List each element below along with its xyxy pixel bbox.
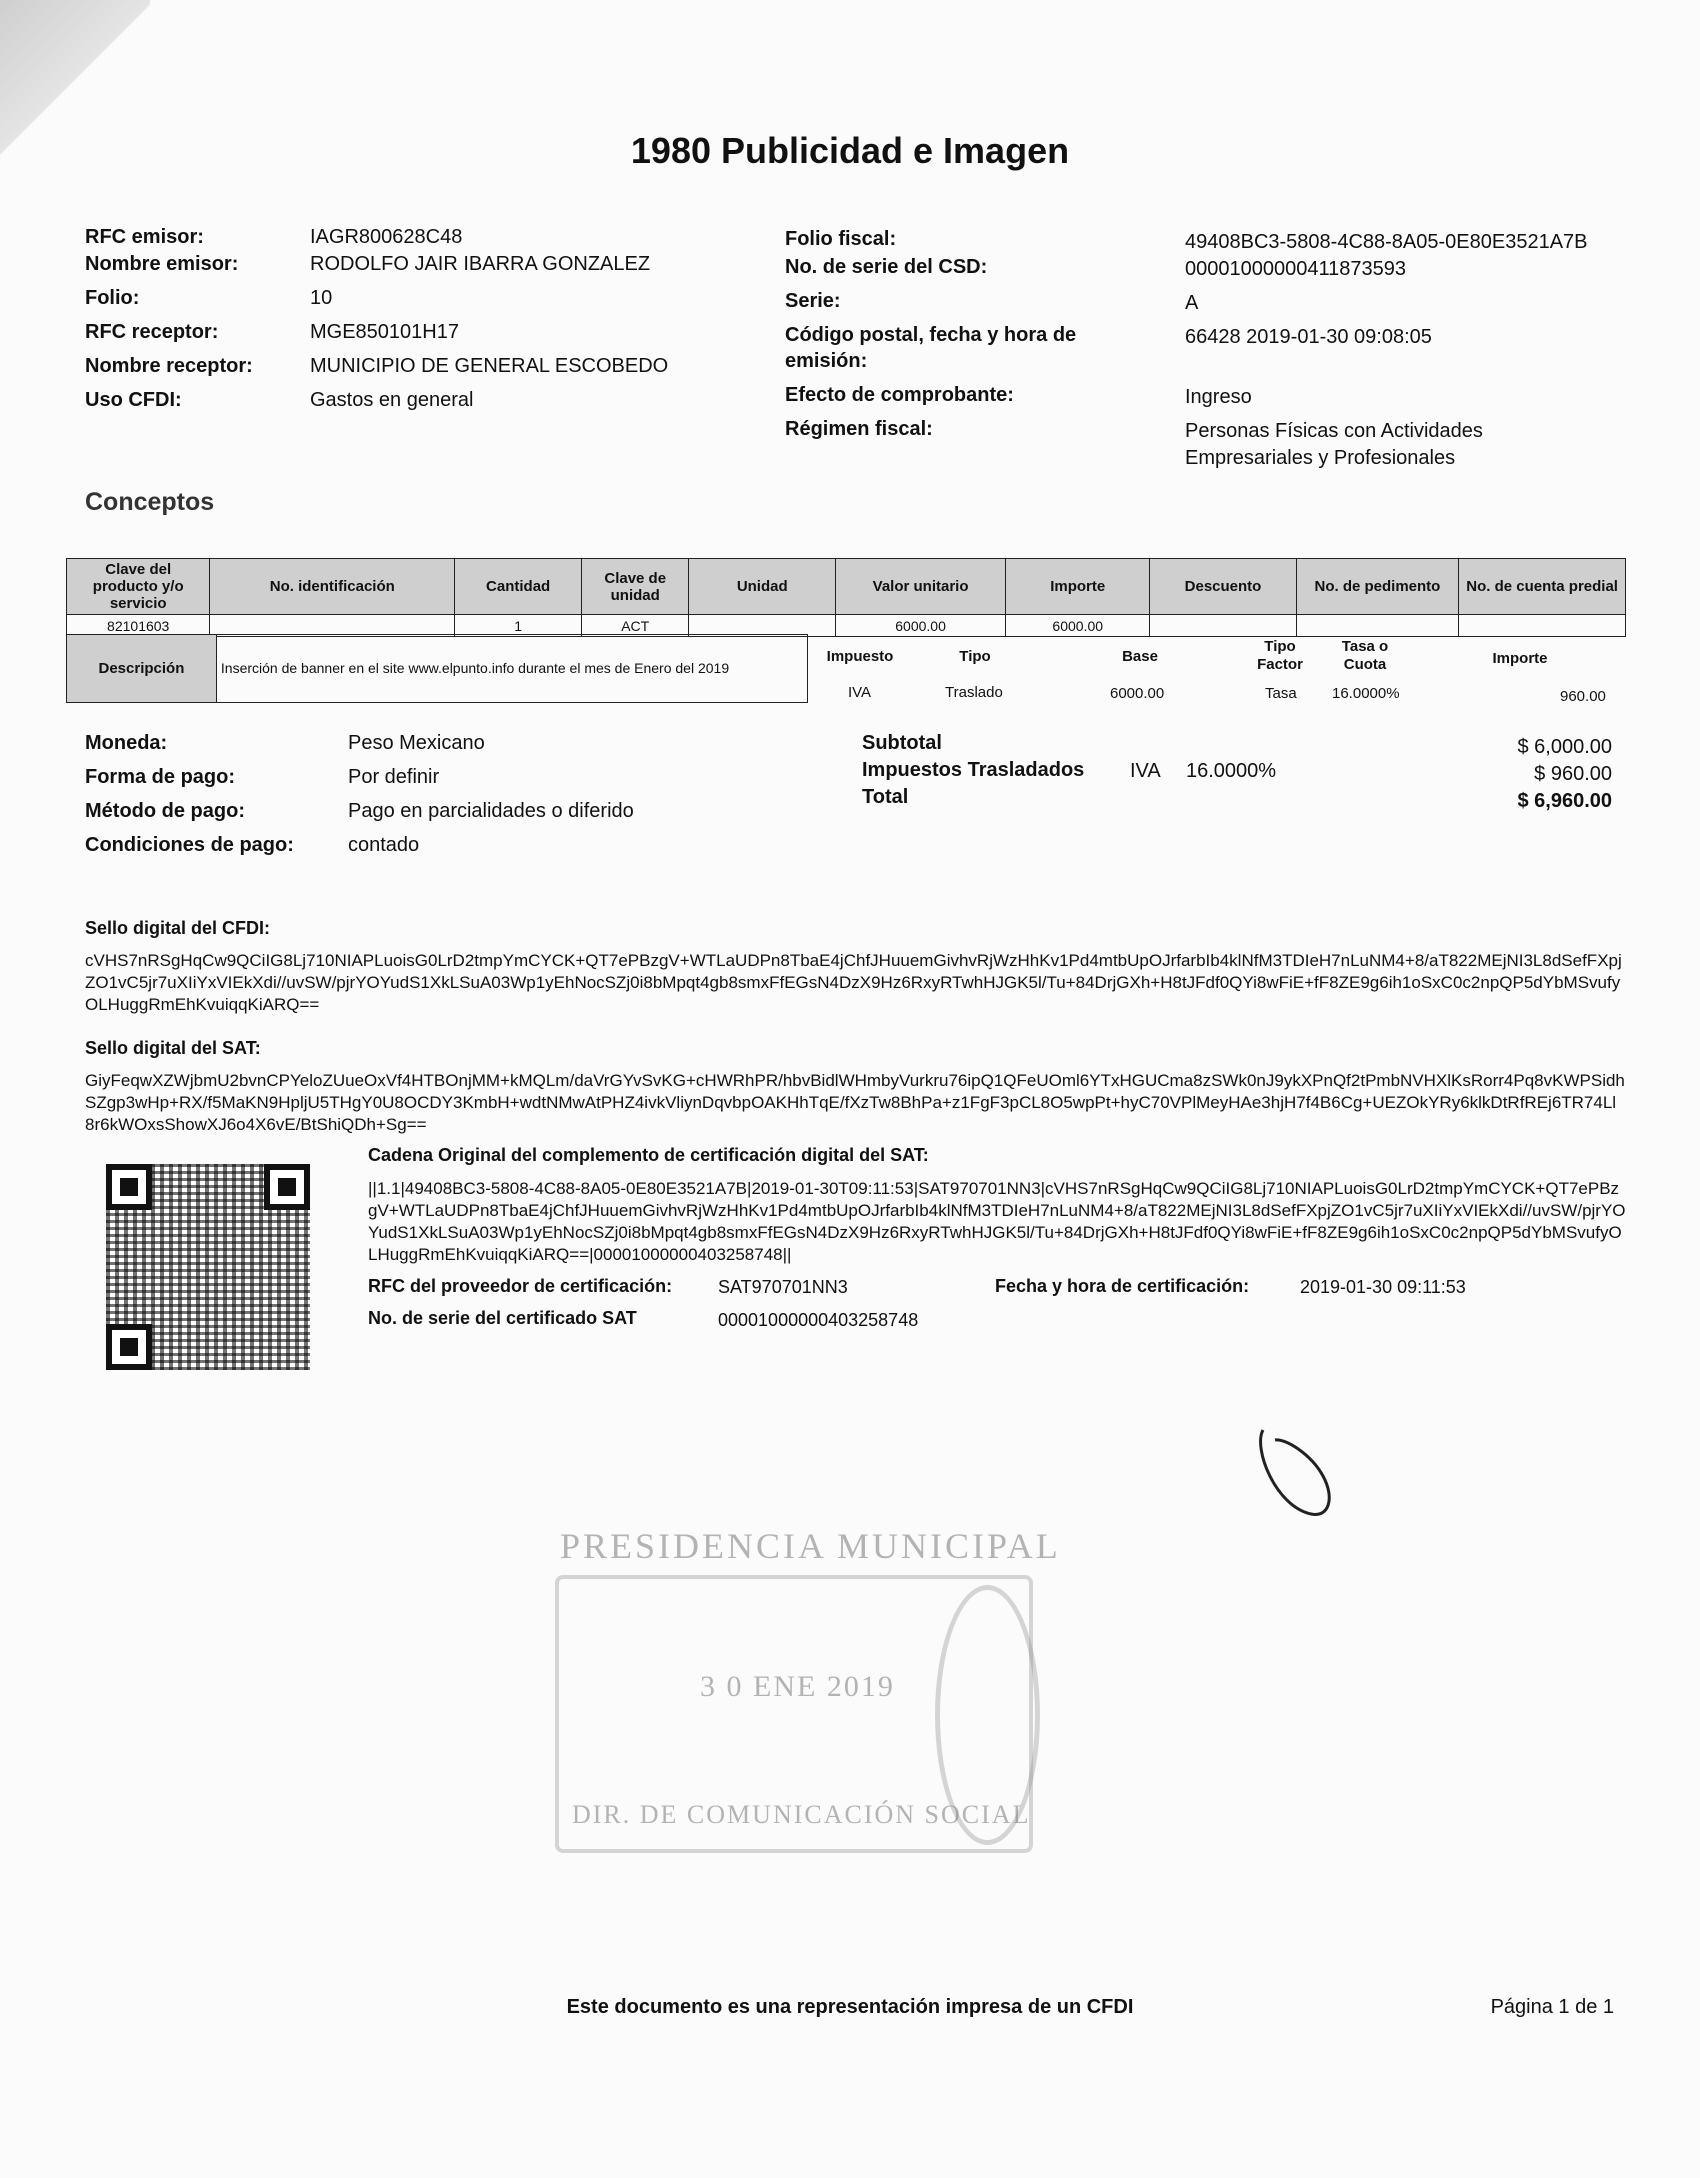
table-header-row	[67, 559, 1626, 615]
serie-csd-label: No. de serie del CSD:	[785, 256, 988, 278]
fecha-certificacion-value: 2019-01-30 09:11:53	[1300, 1277, 1466, 1297]
rfc-proveedor-value: SAT970701NN3	[718, 1277, 848, 1297]
qr-finder-top-left	[106, 1164, 152, 1210]
sello-cfdi-label: Sello digital del CFDI:	[85, 918, 271, 938]
header-cantidad: Cantidad	[455, 559, 582, 615]
subtotal-label: Subtotal	[862, 732, 942, 754]
forma-pago-label: Forma de pago:	[85, 766, 236, 788]
descripcion-table	[66, 634, 808, 703]
sello-cfdi-value: cVHS7nRSgHqCw9QCiIG8Lj710NIAPLuoisG0LrD2tmpYmCYCK+QT7ePBzgV+WTLaUDPn8TbaE4jChfJHuuemGivhvRjWzHhKv1Pd4mtbUpOJrfarbIb4klNfM3TDIeH7nLuNM4+8/aT822MEjNI3L8dSefFXpjZO1vC5jr7uXIiYxVIEkXdi//uvSW/pjrYOYudS1XkLSuA03Wp1yEhNocSZj0i8bMpqt4gb8smxFfEGsN4DzX9Hz6RxyRTwhHJGK5l/Tu+84DrjGXh+H8tJFdf0QYi8wFiE+fF8ZE9g6ih1oSxC0c2npQP5dYbMSvufyOLHuggRmEhKvuiqqKiARQ==	[85, 951, 1622, 1014]
uso-cfdi-value: Gastos en general	[310, 389, 474, 411]
rfc-receptor-value: MGE850101H17	[310, 321, 459, 343]
descripcion-label: Descripción	[67, 635, 217, 703]
header-importe: Importe	[1006, 559, 1150, 615]
uso-cfdi-label: Uso CFDI:	[85, 389, 182, 411]
cp-label-line1: Código postal, fecha y hora de	[785, 324, 1077, 346]
conceptos-heading: Conceptos	[85, 488, 215, 516]
nombre-receptor-label: Nombre receptor:	[85, 355, 253, 377]
rfc-receptor-label: RFC receptor:	[85, 321, 219, 343]
cell-descuento	[1150, 615, 1296, 637]
rfc-proveedor-label: RFC del proveedor de certificación:	[368, 1276, 673, 1296]
cadena-original-value: ||1.1|49408BC3-5808-4C88-8A05-0E80E3521A7B|2019-01-30T09:11:53|SAT970701NN3|cVHS7nRSgHqCw9QCiIG8Lj710NIAPLuoisG0LrD2tmpYmCYCK+QT7ePBzgV+WTLaUDPn8TbaE4jChfJHuuemGivhvRjWzHhKv1Pd4mtbUpOJrfarbIb4klNfM3TDIeH7nLuNM4+8/aT822MEjNI3L8dSefFXpjZO1vC5jr7uXIiYxVIEkXdi//uvSW/pjrYOYudS1XkLSuA03Wp1yEhNocSZj0i8bMpqt4gb8smxFfEGsN4DzX9Hz6RxyRTwhHJGK5l/Tu+84DrjGXh+H8tJFdf0QYi8wFiE+fF8ZE9g6ih1oSxC0c2npQP5dYbMSvufyOLHuggRmEhKvuiqqKiARQ==|00001000000403258748||	[368, 1179, 1626, 1264]
nombre-emisor-label: Nombre emisor:	[85, 253, 239, 275]
tax-header-importe: Importe	[1492, 650, 1548, 667]
descripcion-text: Inserción de banner en el site www.elpunto.info durante el mes de Enero del 2019	[216, 635, 807, 703]
folio-value: 10	[310, 287, 333, 309]
serie-certificado-value: 00001000000403258748	[718, 1310, 919, 1330]
stamp-line3: DIR. DE COMUNICACIÓN SOCIAL	[572, 1800, 1031, 1829]
tax-tipo: Traslado	[945, 684, 1003, 701]
qr-finder-top-right	[264, 1164, 310, 1210]
regimen-value-line2: Empresariales y Profesionales	[1185, 447, 1456, 469]
efecto-value: Ingreso	[1185, 386, 1252, 408]
efecto-label: Efecto de comprobante:	[785, 384, 1014, 406]
metodo-pago-label: Método de pago:	[85, 800, 245, 822]
header-no-pedimento: No. de pedimento	[1296, 559, 1459, 615]
stamp-date: 3 0 ENE 2019	[700, 1670, 895, 1703]
total-value: $ 6,960.00	[1517, 790, 1612, 812]
folio-fiscal-value: 49408BC3-5808-4C88-8A05-0E80E3521A7B	[1185, 231, 1588, 253]
folio-fiscal-label: Folio fiscal:	[785, 228, 897, 250]
tax-header-tipo: Tipo	[959, 648, 991, 665]
header-no-cuenta-predial: No. de cuenta predial	[1459, 559, 1626, 615]
header-valor-unitario: Valor unitario	[836, 559, 1006, 615]
tax-header-base: Base	[1122, 648, 1158, 665]
header-clave-producto: Clave del producto y/o servicio	[67, 559, 210, 615]
tax-importe: 960.00	[1560, 688, 1606, 705]
qr-finder-bottom-left	[106, 1324, 152, 1370]
cell-cantidad: 1	[455, 615, 582, 637]
metodo-pago-value: Pago en parcialidades o diferido	[348, 800, 634, 822]
rfc-emisor-label: RFC emisor:	[85, 226, 204, 248]
tax-impuesto: IVA	[848, 684, 872, 701]
tax-header-impuesto: Impuesto	[826, 648, 894, 665]
cell-no-pedimento	[1296, 615, 1459, 637]
condiciones-pago-label: Condiciones de pago:	[85, 834, 294, 856]
impuestos-value: $ 960.00	[1534, 763, 1612, 785]
forma-pago-value: Por definir	[348, 766, 440, 788]
footer-note: Este documento es una representación impresa de un CFDI	[566, 1996, 1134, 2018]
nombre-emisor-value: RODOLFO JAIR IBARRA GONZALEZ	[310, 253, 651, 275]
serie-label: Serie:	[785, 290, 841, 312]
fecha-certificacion-label: Fecha y hora de certificación:	[995, 1276, 1250, 1296]
header-clave-unidad: Clave de unidad	[582, 559, 689, 615]
cell-valor-unitario: 6000.00	[836, 615, 1006, 637]
regimen-value-line1: Personas Físicas con Actividades	[1185, 420, 1483, 442]
serie-csd-value: 00001000000411873593	[1185, 258, 1406, 280]
cp-label-line2: emisión:	[785, 350, 868, 372]
cp-fecha-value: 66428 2019-01-30 09:08:05	[1185, 326, 1432, 348]
condiciones-pago-value: contado	[348, 834, 420, 856]
header-no-identificacion: No. identificación	[210, 559, 455, 615]
tax-header-tipo-factor: Tipo Factor	[1257, 638, 1303, 673]
stamp-circle-mark	[935, 1585, 1040, 1845]
regimen-label: Régimen fiscal:	[785, 418, 933, 440]
stamp-line1: PRESIDENCIA MUNICIPAL	[560, 1526, 1061, 1566]
sello-sat-value: GiyFeqwXZWjbmU2bvnCPYeloZUueOxVf4HTBOnjMM+kMQLm/daVrGYvSvKG+cHWRhPR/hbvBidlWHmbyVurkru76ipQ1QFeUOml6YTxHGUCma8zSWk0nJ9ykXPnQf2tPmbNVHXlKsRorr4Pq8vKWPSidhSZgp3wHp+RX/f5MaKN9HpljU5THgY0U8OCDY3KmbH+wdtNMwAtPHZ4ivkVliynDqvbpOAKHhTqE/fXzTw8BhPa+z1FgF3pCL8O5wpPt+hyC70VPlMeyHAe3hjH7f4B6Cg+UEZOkYRy6klkDtRfREj6TR74Ll8r6kWOxsShowXJ6o4X6vE/BtShiQDh+Sg==	[85, 1071, 1625, 1134]
cell-clave-producto: 82101603	[67, 615, 210, 637]
cell-no-cuenta-predial	[1459, 615, 1626, 637]
cell-importe: 6000.00	[1006, 615, 1150, 637]
folio-label: Folio:	[85, 287, 140, 309]
subtotal-value: $ 6,000.00	[1517, 736, 1612, 758]
total-label: Total	[862, 786, 909, 808]
tax-header-tasa-cuota: Tasa o Cuota	[1341, 638, 1389, 673]
tax-tipo-factor: Tasa	[1265, 685, 1297, 702]
document-title: 1980 Publicidad e Imagen	[630, 130, 1070, 171]
serie-value: A	[1185, 292, 1199, 314]
serie-certificado-label: No. de serie del certificado SAT	[368, 1308, 637, 1328]
tax-tasa-cuota: 16.0000%	[1332, 685, 1400, 702]
header-descuento: Descuento	[1150, 559, 1296, 615]
rfc-emisor-value: IAGR800628C48	[310, 226, 463, 248]
impuestos-trasladados-label: Impuestos Trasladados	[862, 759, 1085, 781]
impuestos-tasa: 16.0000%	[1186, 760, 1277, 782]
handwritten-mark	[1245, 1418, 1355, 1528]
tax-base: 6000.00	[1110, 685, 1165, 702]
cell-clave-unidad: ACT	[582, 615, 689, 637]
header-unidad: Unidad	[689, 559, 836, 615]
sello-sat-label: Sello digital del SAT:	[85, 1038, 261, 1058]
page-number: Página 1 de 1	[1490, 1996, 1614, 2018]
impuestos-tipo: IVA	[1130, 760, 1161, 782]
conceptos-table	[66, 558, 1626, 637]
moneda-value: Peso Mexicano	[348, 732, 485, 754]
qr-code	[106, 1164, 310, 1370]
moneda-label: Moneda:	[85, 732, 168, 754]
cadena-original-label: Cadena Original del complemento de certificación digital del SAT:	[368, 1145, 929, 1165]
nombre-receptor-value: MUNICIPIO DE GENERAL ESCOBEDO	[310, 355, 669, 377]
